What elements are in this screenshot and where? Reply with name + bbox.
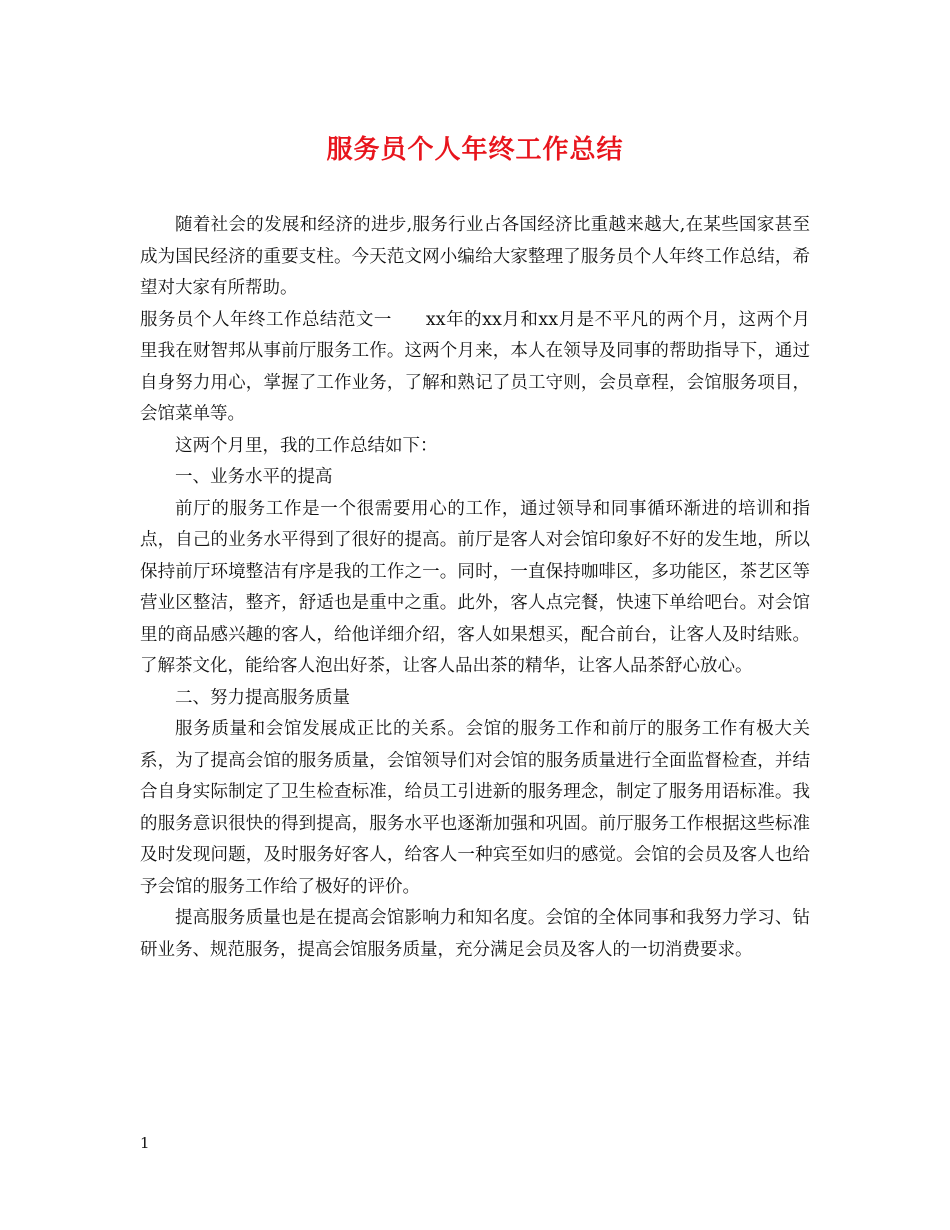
document-title: 服务员个人年终工作总结 [326,135,624,165]
document-body [140,210,810,966]
section-2-paragraph-1: 服务质量和会馆发展成正比的关系。会馆的服务工作和前厅的服务工作有极大关系，为了提高会馆的服务质量，会馆领导们对会馆的服务质量进行全面监督检查，并结合自身实际制定了卫生检查标准，给员工引进新的服务理念，制定了服务用语标准。我的服务意识很快的得到提高，服务水平也逐渐加强和巩固。前厅服务工作根据这些标准及时发现问题，及时服务好客人，给客人一种宾至如归的感觉。会馆的会员及客人也给予会馆的服务工作给了极好的评价。 [140,719,810,897]
sample-heading: 服务员个人年终工作总结范文一 [140,309,392,330]
summary-intro-paragraph: 这两个月里，我的工作总结如下： [175,435,438,456]
section-heading-2: 二、努力提高服务质量 [175,687,350,708]
intro-paragraph: 随着社会的发展和经济的进步,服务行业占各国经济比重越来越大,在某些国家甚至成为国民经济的重要支柱。今天范文网小编给大家整理了服务员个人年终工作总结，希望对大家有所帮助。 [140,215,810,298]
section-2-paragraph-2: 提高服务质量也是在提高会馆影响力和知名度。会馆的全体同事和我努力学习、钻研业务、规范服务，提高会馆服务质量，充分满足会员及客人的一切消费要求。 [140,908,810,960]
page-number: 1 [140,1134,150,1152]
section-heading-1: 一、业务水平的提高 [175,467,333,487]
sample-text: xx年的xx月和xx月是不平凡的两个月，这两个月里我在财智邦从事前厅服务工作。这两个月来，本人在领导及同事的帮助指导下，通过自身努力用心，掌握了工作业务，了解和熟记了员工守则，会员章程，会馆服务项目，会馆菜单等。 [140,309,811,424]
sample-paragraph [140,305,810,431]
section-1-paragraph: 前厅的服务工作是一个很需要用心的工作，通过领导和同事循环渐进的培训和指点，自己的业务水平得到了很好的提高。前厅是客人对会馆印象好不好的发生地，所以保持前厅环境整洁有序是我的工作之一。同时，一直保持咖啡区，多功能区，茶艺区等营业区整洁，整齐，舒适也是重中之重。此外，客人点完餐，快速下单给吧台。对会馆里的商品感兴趣的客人，给他详细介绍，客人如果想买，配合前台，让客人及时结账。了解茶文化，能给客人泡出好茶，让客人品出茶的精华，让客人品茶舒心放心。 [140,498,810,676]
